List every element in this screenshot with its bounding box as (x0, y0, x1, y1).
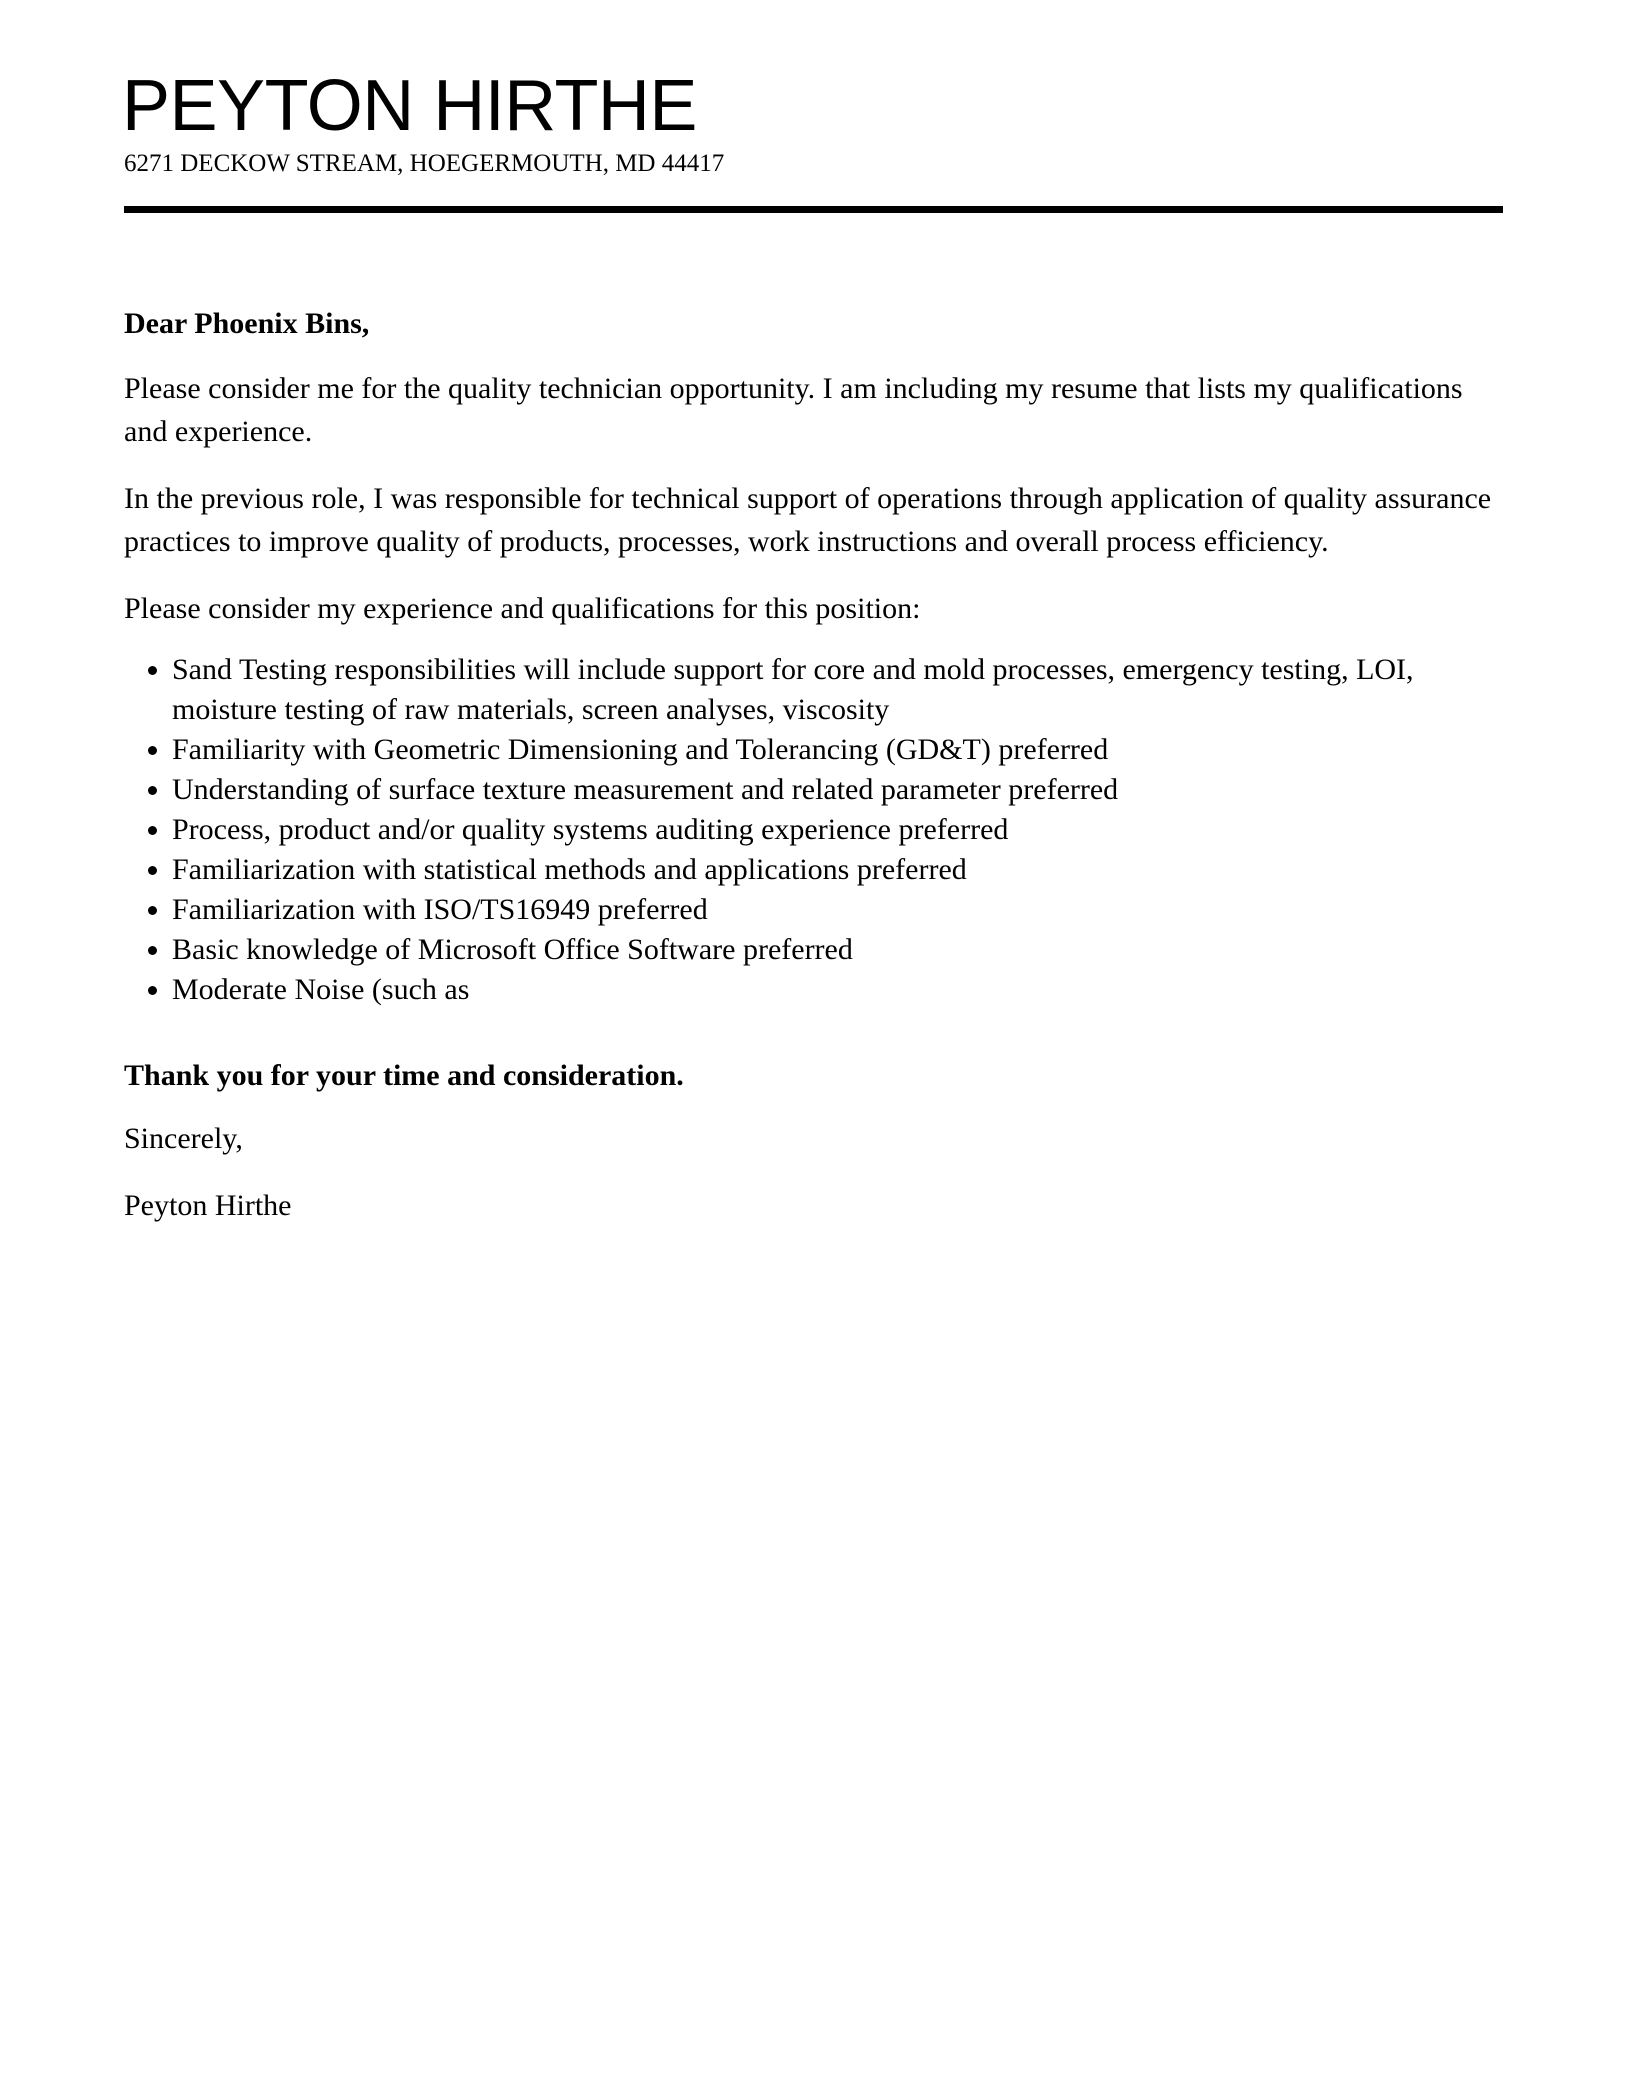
header-divider (124, 206, 1503, 213)
list-item: • Moderate Noise (such as (172, 970, 1503, 1010)
list-item: • Basic knowledge of Microsoft Office Software preferred (172, 930, 1503, 970)
list-item: • Familiarization with statistical methods and applications preferred (172, 850, 1503, 890)
signoff: Sincerely, (124, 1122, 243, 1155)
list-item: • Sand Testing responsibilities will include support for core and mold processes, emergency testing, LOI, moisture testing of raw materials, screen analyses, viscosity (172, 650, 1503, 730)
paragraph: In the previous role, I was responsible for technical support of operations through application of quality assurance practices to improve quality of products, processes, work instructions and overall process efficiency. (124, 482, 1492, 558)
signature-name: Peyton Hirthe (124, 1189, 292, 1222)
paragraph: Please consider me for the quality technician opportunity. I am including my resume that lists my qualifications and experience. (124, 372, 1463, 448)
applicant-name: PEYTON HIRTHE (122, 66, 697, 146)
list-item: • Familiarity with Geometric Dimensioning and Tolerancing (GD&T) preferred (172, 730, 1503, 770)
qualifications-list (124, 650, 1503, 1010)
greeting: Dear Phoenix Bins, (124, 307, 370, 340)
applicant-address: 6271 DECKOW STREAM, HOEGERMOUTH, MD 44417 (124, 150, 725, 177)
paragraph: Please consider my experience and qualifications for this position: (124, 592, 921, 625)
list-item: • Familiarization with ISO/TS16949 preferred (172, 890, 1503, 930)
list-item: • Understanding of surface texture measurement and related parameter preferred (172, 770, 1503, 810)
letter-body (124, 302, 1503, 1251)
closing-line: Thank you for your time and consideration. (124, 1059, 684, 1092)
list-item: • Process, product and/or quality systems auditing experience preferred (172, 810, 1503, 850)
